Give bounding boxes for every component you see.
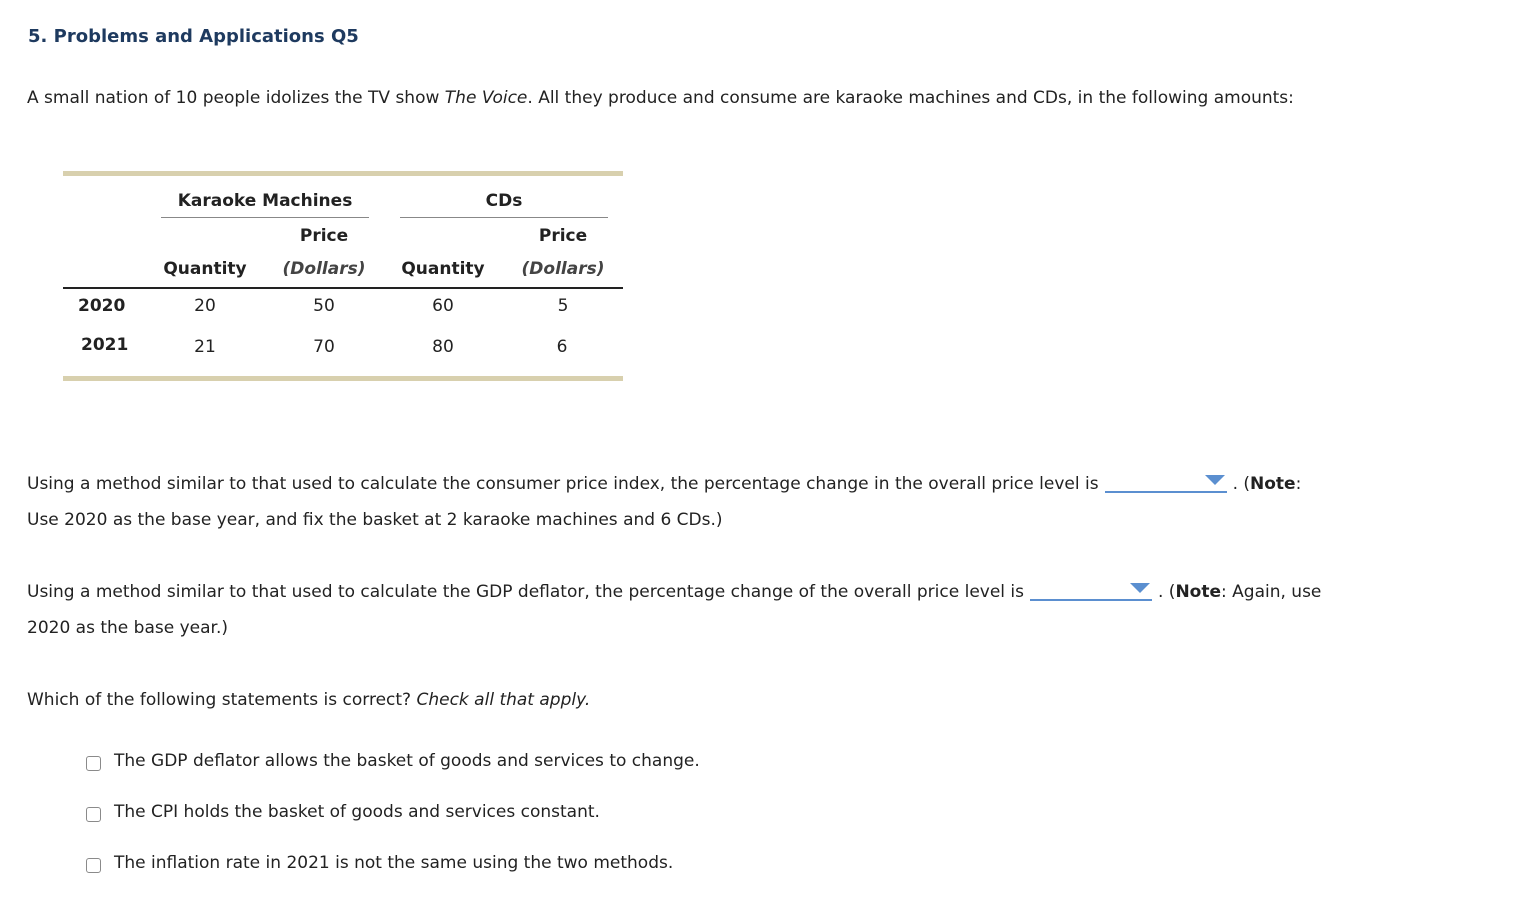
question-gdp-note-open: . ( <box>1158 582 1176 602</box>
page-title: 5. Problems and Applications Q5 <box>28 26 359 47</box>
group-underline-cds <box>400 217 608 218</box>
row-2021-cd-price: 6 <box>556 337 568 357</box>
option-gdp-deflator[interactable] <box>86 750 700 771</box>
group-underline-karaoke <box>161 217 369 218</box>
question-gdp-note-rest: : Again, use <box>1221 582 1322 602</box>
question-gdp-line2: 2020 as the base year.) <box>27 618 228 638</box>
question-statements-text: Which of the following statements is correct? <box>27 690 417 710</box>
row-2021-km-qty: 21 <box>194 337 216 357</box>
row-2020-km-price: 50 <box>313 296 335 316</box>
table-bottom-bar <box>63 376 623 381</box>
option-cpi-constant[interactable] <box>86 801 600 822</box>
header-cds: CDs <box>485 191 523 211</box>
gdp-answer-dropdown[interactable] <box>1030 579 1152 601</box>
row-2021-km-price: 70 <box>313 337 335 357</box>
row-2020-year: 2020 <box>78 296 126 316</box>
header-karaoke-machines: Karaoke Machines <box>177 191 353 211</box>
question-cpi-note-colon: : <box>1295 474 1302 494</box>
question-cpi-note-open: . ( <box>1232 474 1251 494</box>
header-cd-quantity: Quantity <box>401 259 485 279</box>
checkbox-option-3[interactable] <box>86 858 101 873</box>
header-km-unit <box>277 259 371 279</box>
question-cpi <box>27 466 1301 538</box>
question-cpi-text: Using a method similar to that used to calculate the consumer price index, the percentage change in the overall price level is <box>27 474 1099 494</box>
chevron-down-icon <box>1205 475 1225 485</box>
header-cd-price: Price <box>538 226 588 246</box>
question-gdp-deflator <box>27 574 1321 646</box>
option-3-label: The inflation rate in 2021 is not the same using the two methods. <box>114 852 674 873</box>
intro-show-title: The Voice <box>444 88 528 108</box>
option-1-label: The GDP deflator allows the basket of goods and services to change. <box>114 750 700 771</box>
header-cd-unit <box>516 259 610 279</box>
checkbox-option-1[interactable] <box>86 756 101 771</box>
header-km-price: Price <box>299 226 349 246</box>
intro-text <box>27 88 1294 108</box>
question-cpi-note-label: Note <box>1250 474 1296 494</box>
cpi-answer-dropdown[interactable] <box>1105 471 1227 493</box>
row-2020-cd-price: 5 <box>557 296 569 316</box>
row-2020-cd-qty: 60 <box>432 296 454 316</box>
intro-before: A small nation of 10 people idolizes the TV show <box>27 88 445 108</box>
question-gdp-note-label: Note <box>1175 582 1222 602</box>
question-cpi-line2: Use 2020 as the base year, and fix the basket at 2 karaoke machines and 6 CDs.) <box>27 510 723 530</box>
option-2-label: The CPI holds the basket of goods and services constant. <box>114 801 600 822</box>
intro-after: . All they produce and consume are karaoke machines and CDs, in the following amounts: <box>527 88 1294 108</box>
chevron-down-icon <box>1130 583 1150 593</box>
question-statements <box>27 682 590 718</box>
header-km-quantity: Quantity <box>163 259 247 279</box>
checkbox-option-2[interactable] <box>86 807 101 822</box>
row-2020-km-qty: 20 <box>194 296 216 316</box>
header-km-unit-text: (Dollars) <box>282 259 366 279</box>
header-divider <box>63 287 623 289</box>
option-inflation-rate[interactable] <box>86 852 673 873</box>
header-cd-unit-text: (Dollars) <box>521 259 605 279</box>
table-top-bar <box>63 171 623 176</box>
question-gdp-text: Using a method similar to that used to calculate the GDP deflator, the percentage change of the overall price level is <box>27 582 1024 602</box>
row-2021-cd-qty: 80 <box>432 337 454 357</box>
question-statements-hint: Check all that apply. <box>416 690 591 710</box>
row-2021-year: 2021 <box>81 335 129 355</box>
